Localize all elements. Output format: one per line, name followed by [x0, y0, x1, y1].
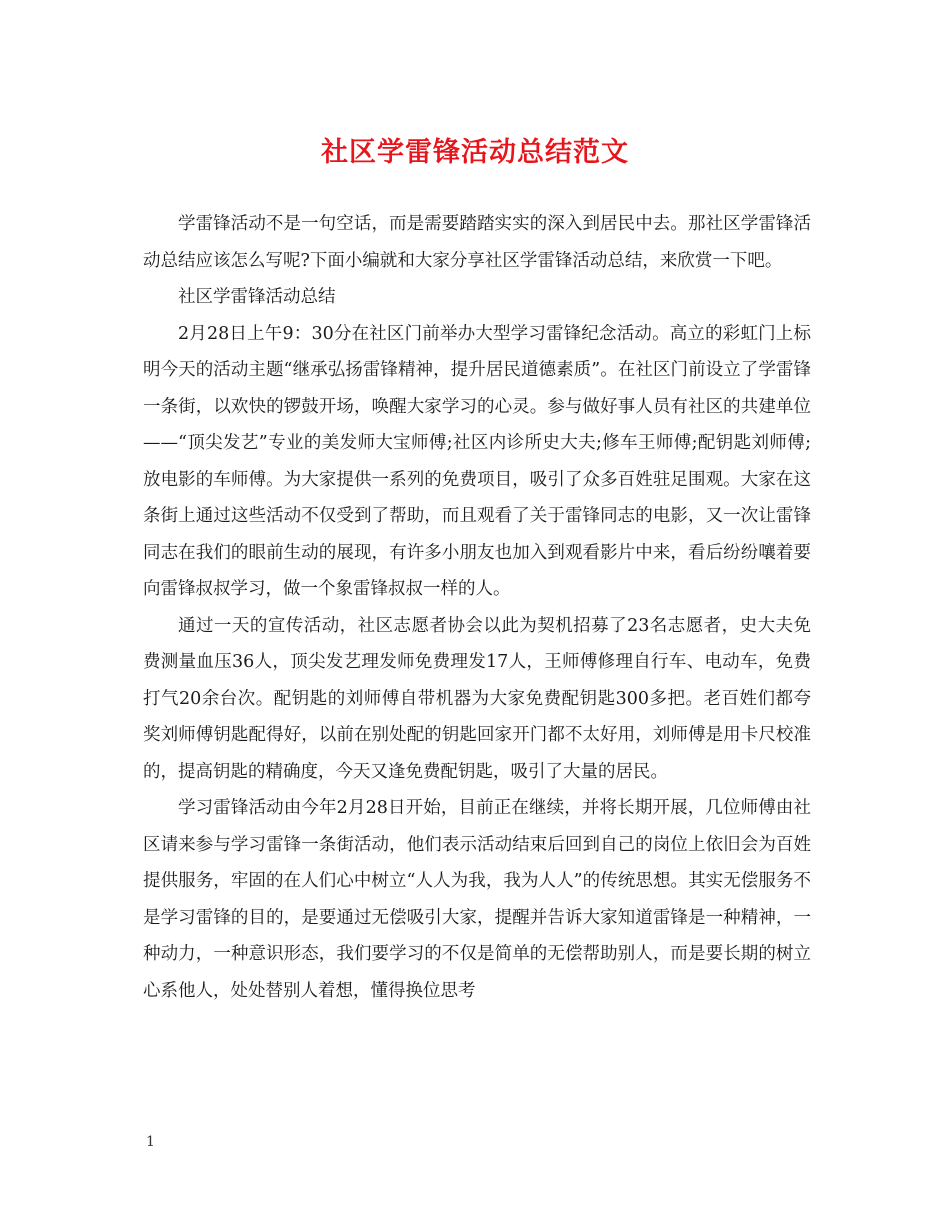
paragraph-subheading: 社区学雷锋活动总结 — [178, 287, 336, 307]
document-body — [143, 206, 811, 1009]
paragraph-event: 2月28日上午9：30分在社区门前举办大型学习雷锋纪念活动。高立的彩虹门上标明今天的活动主题“继承弘扬雷锋精神，提升居民道德素质”。在社区门前设立了学雷锋一条街，以欢快的锣鼓开场，唤醒大家学习的心灵。参与做好事人员有社区的共建单位——“顶尖发艺”专业的美发师大宝师傅;社区内诊所史大夫;修车王师傅;配钥匙刘师傅;放电影的车师傅。为大家提供一系列的免费项目，吸引了众多百姓驻足围观。大家在这条街上通过这些活动不仅受到了帮助，而且观看了关于雷锋同志的电影，又一次让雷锋同志在我们的眼前生动的展现，有许多小朋友也加入到观看影片中来，看后纷纷嚷着要向雷锋叔叔学习，做一个象雷锋叔叔一样的人。 — [143, 323, 811, 599]
paragraph-continuation: 学习雷锋活动由今年2月28日开始，目前正在继续，并将长期开展，几位师傅由社区请来参与学习雷锋一条街活动，他们表示活动结束后回到自己的岗位上依旧会为百姓提供服务，牢固的在人们心中树立“人人为我，我为人人”的传统思想。其实无偿服务不是学习雷锋的目的，是要通过无偿吸引大家，提醒并告诉大家知道雷锋是一种精神，一种动力，一种意识形态，我们要学习的不仅是简单的无偿帮助别人，而是要长期的树立心系他人，处处替别人着想，懂得换位思考 — [143, 798, 811, 1001]
document-title: 社区学雷锋活动总结范文 — [321, 137, 629, 168]
paragraph-intro: 学雷锋活动不是一句空话，而是需要踏踏实实的深入到居民中去。那社区学雷锋活动总结应该怎么写呢?下面小编就和大家分享社区学雷锋活动总结，来欣赏一下吧。 — [143, 214, 811, 271]
paragraph-results: 通过一天的宣传活动，社区志愿者协会以此为契机招募了23名志愿者，史大夫免费测量血压36人，顶尖发艺理发师免费理发17人，王师傅修理自行车、电动车，免费打气20余台次。配钥匙的刘师傅自带机器为大家免费配钥匙300多把。老百姓们都夸奖刘师傅钥匙配得好，以前在别处配的钥匙回家开门都不太好用，刘师傅是用卡尺校准的，提高钥匙的精确度，今天又逢免费配钥匙，吸引了大量的居民。 — [143, 615, 811, 782]
page-number: 1 — [146, 1134, 155, 1150]
